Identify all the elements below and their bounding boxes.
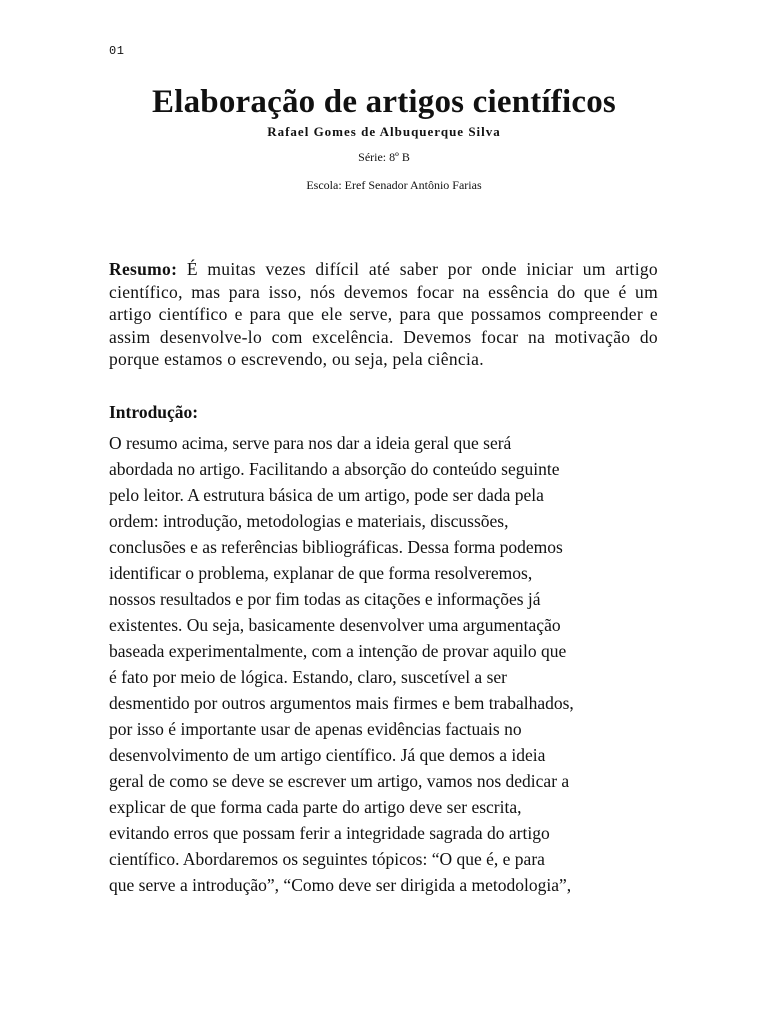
introduction-heading: Introdução: [109,402,199,422]
introduction-line: pelo leitor. A estrutura básica de um artigo, pode ser dada pela [109,485,544,505]
document-title: Elaboração de artigos científicos [152,84,616,120]
page-number: 01 [109,44,125,58]
introduction-line: conclusões e as referências bibliográficas. Dessa forma podemos [109,537,563,557]
introduction-line: baseada experimentalmente, com a intenção de provar aquilo que [109,641,567,661]
introduction-line: geral de como se deve se escrever um artigo, vamos nos dedicar a [109,771,570,791]
introduction-line: abordada no artigo. Facilitando a absorção do conteúdo seguinte [109,459,560,479]
introduction-line: identificar o problema, explanar de que forma resolveremos, [109,563,533,583]
introduction-line: explicar de que forma cada parte do artigo deve ser escrita, [109,797,522,817]
introduction-line: ordem: introdução, metodologias e materiais, discussões, [109,511,509,531]
introduction-line: O resumo acima, serve para nos dar a ideia geral que será [109,433,512,453]
introduction-line: desenvolvimento de um artigo científico. Já que demos a ideia [109,745,546,765]
abstract-label: Resumo: [109,259,178,279]
introduction-line: que serve a introdução”, “Como deve ser dirigida a metodologia”, [109,875,572,895]
school-label: Escola: Eref Senador Antônio Farias [306,178,482,192]
grade-label: Série: 8º B [358,150,410,164]
introduction-line: por isso é importante usar de apenas evidências factuais no [109,719,522,739]
abstract-text: É muitas vezes difícil até saber por onde iniciar um artigo científico, mas para isso, nós devemos focar na essência do que é um artigo científico e para que ele serve, para que possamos compreender e assim desenvolve-lo com excelência. Devemos focar na motivação do porque estamos o escrevendo, ou seja, pela ciência. [109,259,658,369]
author-name: Rafael Gomes de Albuquerque Silva [267,124,501,139]
abstract-paragraph [109,258,658,371]
introduction-body [109,430,669,898]
introduction-line: existentes. Ou seja, basicamente desenvolver uma argumentação [109,615,561,635]
introduction-line: desmentido por outros argumentos mais firmes e bem trabalhados, [109,693,574,713]
introduction-line: é fato por meio de lógica. Estando, claro, suscetível a ser [109,667,507,687]
introduction-line: nossos resultados e por fim todas as citações e informações já [109,589,541,609]
introduction-line: científico. Abordaremos os seguintes tópicos: “O que é, e para [109,849,545,869]
introduction-line: evitando erros que possam ferir a integridade sagrada do artigo [109,823,550,843]
